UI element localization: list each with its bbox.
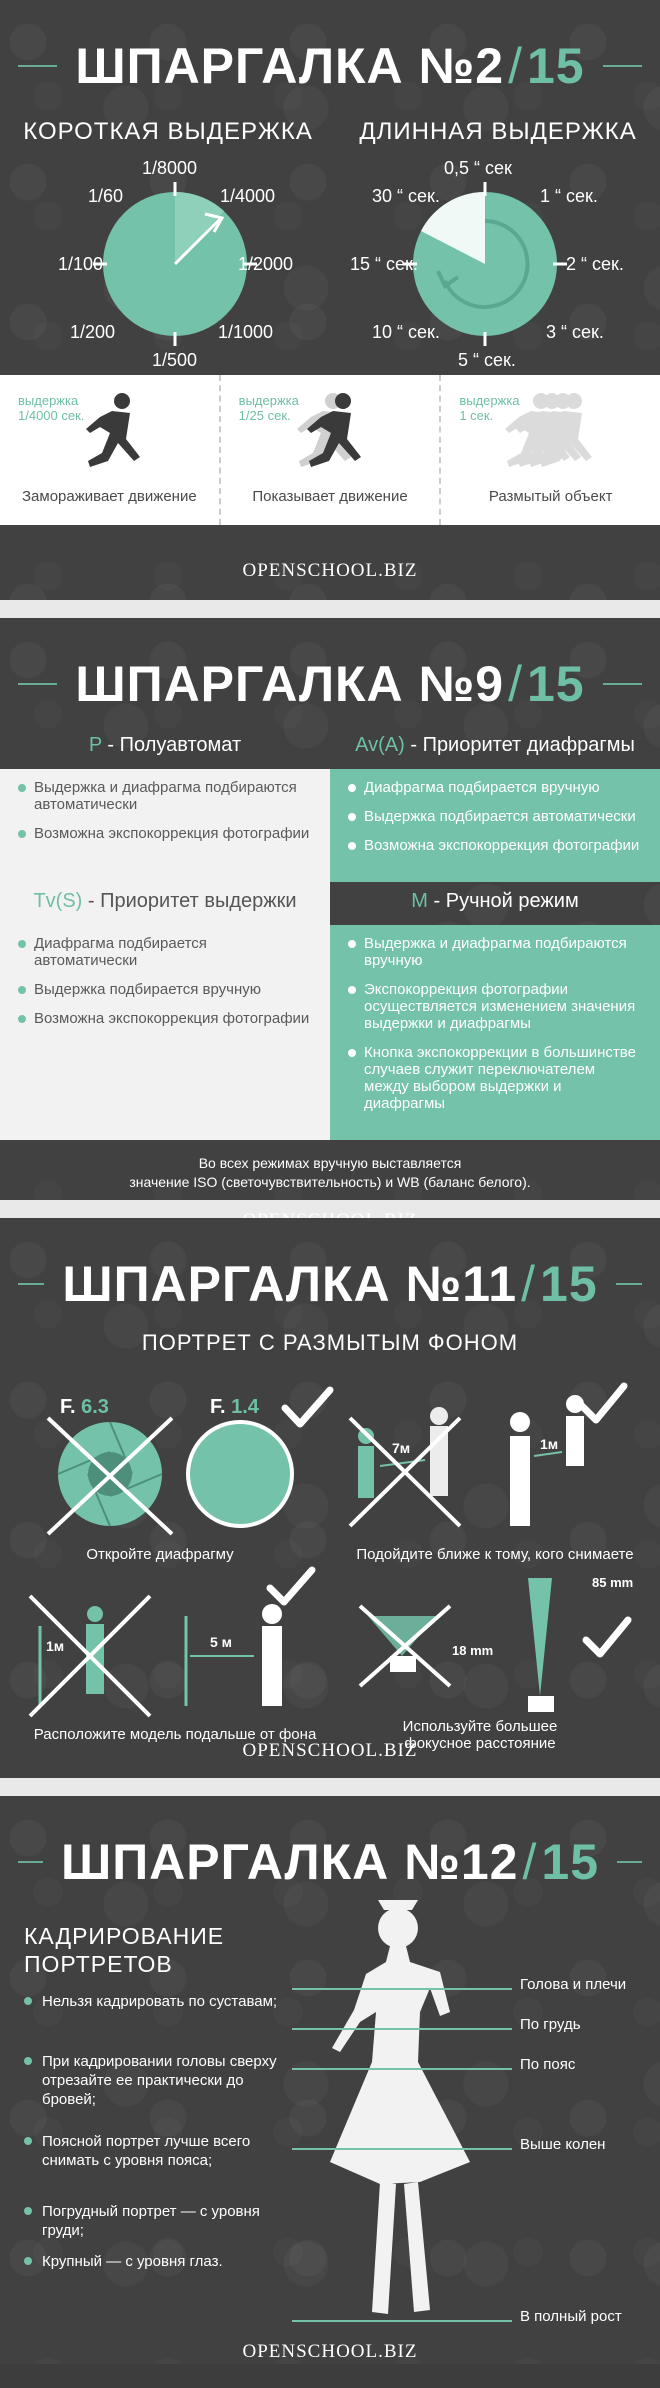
short-dial-label: 1/100 — [58, 254, 104, 274]
crop-label: В полный рост — [520, 2308, 622, 2325]
motion-examples-strip — [0, 375, 660, 525]
mode-heading-av: Av(A) - Приоритет диафрагмы — [355, 734, 635, 756]
crop-line — [292, 1988, 512, 1990]
aperture-closed-icon — [48, 1418, 172, 1534]
example-blur — [441, 375, 660, 525]
aperture-value-good: F. 1.4 — [210, 1396, 259, 1418]
distance-far-label: 7м — [392, 1440, 411, 1456]
long-dial-label: 5 “ сек. — [458, 350, 516, 370]
crop-label: Голова и плечи — [520, 1976, 627, 1993]
title-main: ШПАРГАЛКА №11 — [62, 1256, 518, 1312]
title-line-right — [603, 683, 642, 685]
mode-m-panel — [330, 925, 660, 1140]
long-dial-label: 3 “ сек. — [546, 322, 604, 342]
background-near-icon — [30, 1596, 150, 1716]
example-label: выдержка — [459, 393, 520, 408]
title-text — [61, 1833, 599, 1891]
runner-motion-icon — [281, 387, 391, 487]
title-total: 15 — [541, 1834, 600, 1890]
dial-headings — [0, 118, 660, 146]
title-total: 15 — [527, 656, 585, 712]
title-main: ШПАРГАЛКА №2 — [75, 38, 505, 94]
crop-line — [292, 2028, 512, 2030]
mode-bullet: Выдержка подбирается автоматически — [348, 808, 642, 825]
example-value: 1 сек. — [459, 408, 494, 423]
distance-far-icon — [350, 1407, 460, 1526]
tip-caption: Подойдите ближе к тому, кого снимаете — [356, 1546, 634, 1563]
modes-note: Во всех режимах вручную выставляется значение ISO (светочувствительность) и WB (баланс белого). — [129, 1155, 531, 1190]
modes-grid — [0, 726, 660, 1140]
example-label: выдержка — [238, 393, 299, 408]
mode-bullet: Выдержка и диафрагма подбираются автоматически — [18, 779, 312, 813]
mode-bullet: Возможна экспокоррекция фотографии — [18, 1010, 312, 1027]
mode-heading-m: M - Ручной режим — [411, 890, 579, 912]
example-freeze — [0, 375, 221, 525]
title-total: 15 — [527, 38, 585, 94]
long-shutter-heading: ДЛИННАЯ ВЫДЕРЖКА — [359, 118, 637, 145]
title-text — [75, 37, 584, 95]
title-line-right — [616, 1283, 642, 1285]
long-dial-label: 1 “ сек. — [540, 186, 598, 206]
title-text — [75, 655, 584, 713]
background-near-label: 1м — [46, 1638, 65, 1654]
mode-p-panel — [0, 769, 330, 882]
crop-label: По пояс — [520, 2056, 576, 2073]
site-footer: OPENSCHOOL.BIZ — [242, 2341, 418, 2362]
tip-caption: Откройте диафрагму — [86, 1546, 234, 1563]
mode-bullet: Экспокоррекция фотографии осуществляется изменением значения выдержки и диафрагмы — [348, 981, 642, 1032]
sheet-title — [0, 0, 660, 96]
sheet-title — [0, 1218, 660, 1314]
example-show-motion — [221, 375, 442, 525]
title-slash: / — [508, 38, 523, 94]
short-dial-label: 1/500 — [152, 350, 198, 370]
framing-body — [0, 1892, 660, 2342]
site-footer: OPENSCHOOL.BIZ — [242, 1740, 418, 1761]
sheet-divider — [0, 600, 660, 618]
sheet-divider — [0, 1778, 660, 1796]
short-dial-label: 1/4000 — [220, 186, 276, 206]
section-subtitle: ПОРТРЕТ С РАЗМЫТЫМ ФОНОМ — [141, 1330, 519, 1355]
distance-near-icon — [510, 1386, 624, 1526]
long-dial-label: 10 “ сек. — [372, 322, 440, 342]
sheet-title — [0, 1796, 660, 1892]
background-far-icon — [186, 1570, 312, 1706]
mode-heading-tv: Tv(S) - Приоритет выдержки — [0, 882, 330, 925]
background-far-label: 5 м — [210, 1634, 233, 1650]
focal-long-label: 85 mm — [592, 1575, 634, 1590]
example-value: 1/4000 сек. — [18, 408, 85, 423]
example-caption: Показывает движение — [252, 488, 408, 505]
short-dial-label: 1/1000 — [218, 322, 274, 342]
short-dial-label: 1/60 — [88, 186, 124, 206]
long-dial-label: 0,5 “ сек — [444, 158, 512, 178]
framing-tip: Нельзя кадрировать по суставам; — [24, 1992, 284, 2011]
tip-caption: Расположите модель подальше от фона — [33, 1726, 317, 1743]
crop-line — [292, 2320, 512, 2322]
title-line-left — [18, 65, 57, 67]
short-dial-label: 1/2000 — [238, 254, 294, 274]
mode-av-panel — [330, 769, 660, 882]
title-slash: / — [508, 656, 523, 712]
mode-bullet: Возможна экспокоррекция фотографии — [18, 825, 312, 842]
dials-area — [0, 146, 660, 396]
example-label: выдержка — [18, 393, 79, 408]
sheet-title — [0, 618, 660, 714]
runner-blurred-icon — [501, 387, 611, 487]
mode-bullet: Выдержка подбирается вручную — [18, 981, 312, 998]
title-line-left — [18, 1861, 43, 1863]
long-dial-label: 15 “ сек. — [350, 254, 418, 274]
title-slash: / — [521, 1256, 537, 1312]
tele-lens-icon — [528, 1578, 628, 1712]
title-text — [62, 1255, 597, 1313]
framing-tip: Поясной портрет лучше всего снимать с уровня пояса; — [24, 2132, 284, 2170]
distance-near-label: 1м — [540, 1436, 559, 1452]
mode-bullet: Выдержка и диафрагма подбираются вручную — [348, 935, 642, 969]
wide-lens-icon — [360, 1606, 450, 1686]
example-caption: Замораживает движение — [22, 488, 197, 505]
tips-art — [0, 1356, 660, 1756]
crop-line — [292, 2068, 512, 2070]
framing-tip: Погрудный портрет — с уровня груди; — [24, 2202, 284, 2240]
sheet-portrait-framing — [0, 1796, 660, 2364]
sheet-blurred-background — [0, 1218, 660, 1778]
short-shutter-heading: КОРОТКАЯ ВЫДЕРЖКА — [23, 118, 313, 145]
tip-caption: Используйте большее фокусное расстояние — [402, 1718, 558, 1752]
title-main: ШПАРГАЛКА №9 — [75, 656, 505, 712]
crop-label: Выше колен — [520, 2136, 606, 2153]
mode-bullet: Возможна экспокоррекция фотографии — [348, 837, 642, 854]
long-dial-label: 30 “ сек. — [372, 186, 440, 206]
framing-tip: Крупный — с уровня глаз. — [24, 2252, 284, 2271]
mode-bullet: Диафрагма подбирается автоматически — [18, 935, 312, 969]
title-line-right — [603, 65, 642, 67]
framing-tip: При кадрировании головы сверху отрезайте ее практически до бровей; — [24, 2052, 284, 2109]
title-total: 15 — [540, 1256, 598, 1312]
long-dial-label: 2 “ сек. — [566, 254, 624, 274]
site-footer: OPENSCHOOL.BIZ — [242, 560, 418, 581]
mode-bullet: Кнопка экспокоррекции в большинстве случаев служит переключателем между выбором выдержки и диафрагмы — [348, 1044, 642, 1112]
example-value: 1/25 сек. — [238, 408, 291, 423]
sheet-shutter-speed — [0, 0, 660, 600]
short-dial-label: 1/8000 — [142, 158, 198, 178]
aperture-value-bad: F. 6.3 — [60, 1396, 109, 1418]
title-line-left — [18, 683, 57, 685]
mode-tv-panel — [0, 925, 330, 1140]
crop-line — [292, 2148, 512, 2150]
title-main: ШПАРГАЛКА №12 — [60, 1834, 519, 1890]
sheet-shooting-modes — [0, 618, 660, 1200]
runner-sharp-icon — [60, 387, 170, 487]
mode-heading-p: P - Полуавтомат — [88, 734, 242, 756]
framing-heading: КАДРИРОВАНИЕ ПОРТРЕТОВ — [24, 1923, 225, 1977]
example-caption: Размытый объект — [488, 488, 613, 505]
focal-short-label: 18 mm — [452, 1643, 494, 1658]
title-line-right — [617, 1861, 642, 1863]
crop-label: По грудь — [520, 2016, 581, 2033]
mode-bullet: Диафрагма подбирается вручную — [348, 779, 642, 796]
title-slash: / — [522, 1834, 538, 1890]
title-line-left — [18, 1283, 44, 1285]
short-dial-label: 1/200 — [70, 322, 116, 342]
